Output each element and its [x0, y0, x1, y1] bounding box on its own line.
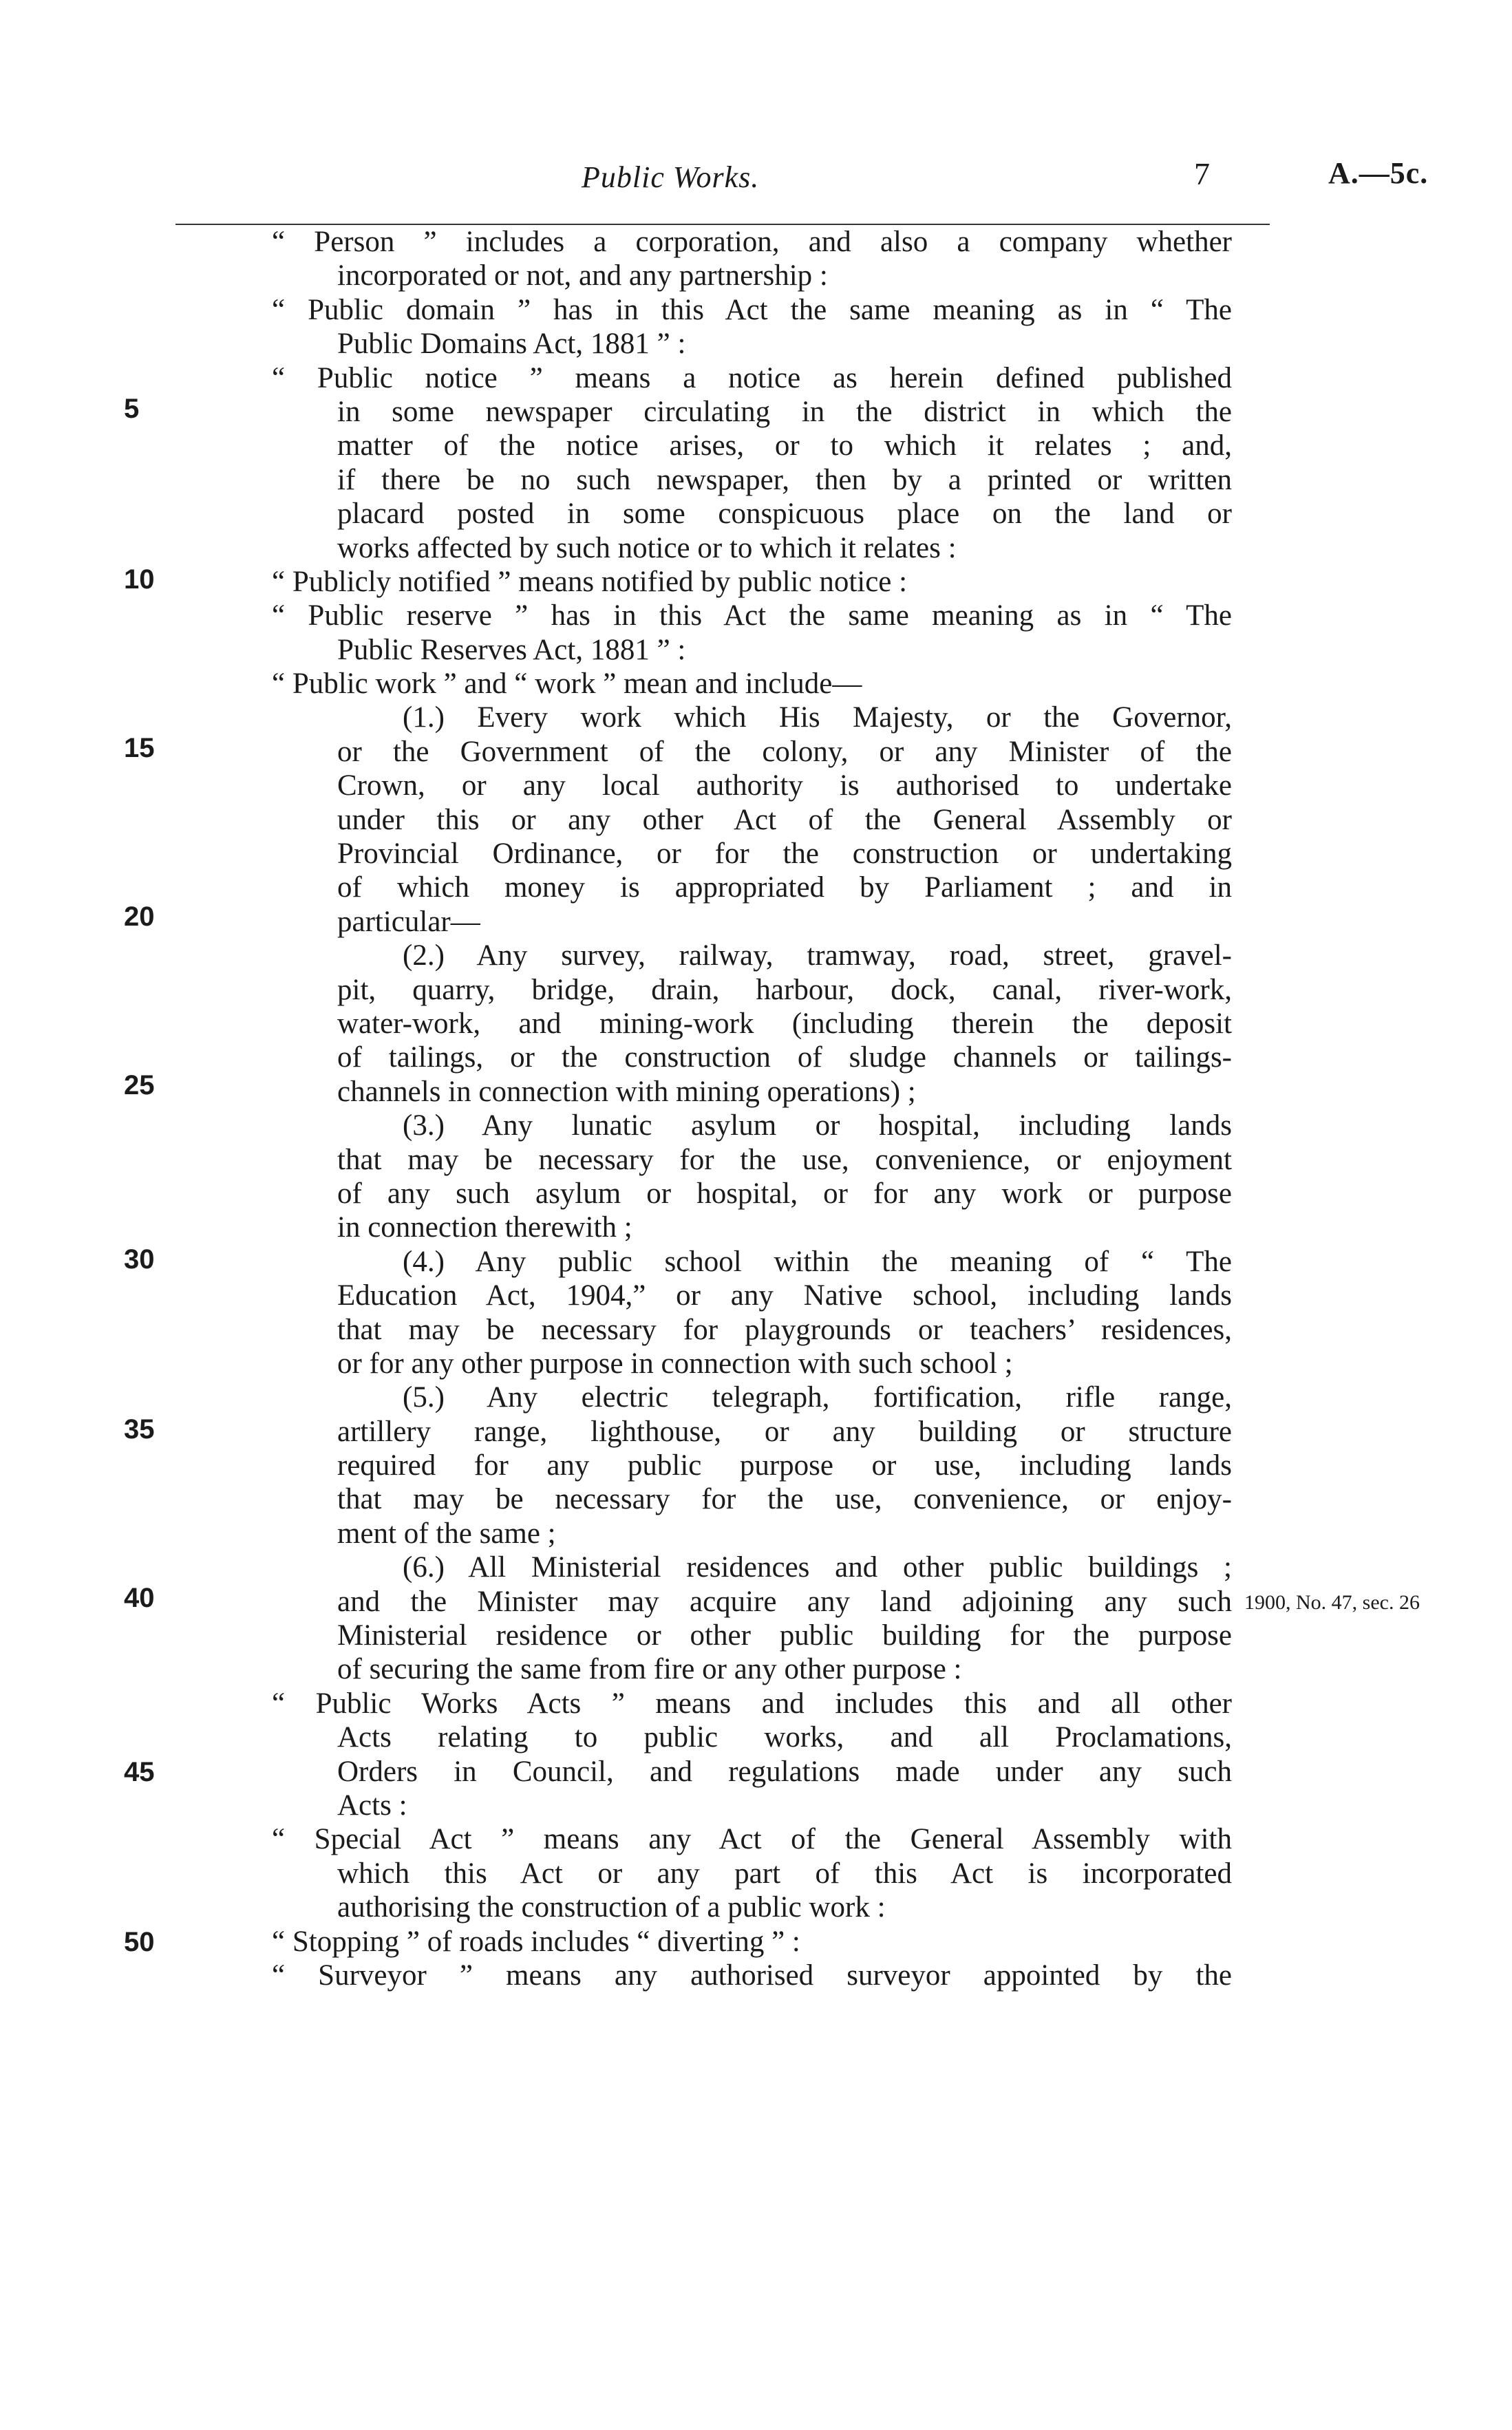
text-line: of which money is appropriated by Parliament ; and in: [337, 871, 1232, 904]
text-line: Acts relating to public works, and all Proclamations,: [337, 1721, 1232, 1754]
text-line: that may be necessary for the use, convenience, or enjoy-: [337, 1483, 1232, 1516]
text-line: authorising the construction of a public work :: [337, 1891, 886, 1924]
margin-note: 1900, No. 47, sec. 26: [1244, 1591, 1420, 1614]
line-number: 40: [124, 1583, 155, 1613]
text-line: “ Public notice ” means a notice as herein defined published: [272, 361, 1232, 394]
text-line: (1.) Every work which His Majesty, or the Governor,: [403, 701, 1232, 734]
text-line: ment of the same ;: [337, 1517, 556, 1550]
text-line: Education Act, 1904,” or any Native school, including lands: [337, 1279, 1232, 1312]
text-line: Provincial Ordinance, or for the construction or undertaking: [337, 838, 1232, 871]
text-line: “ Special Act ” means any Act of the General Assembly with: [272, 1823, 1232, 1856]
text-line: of tailings, or the construction of sludge channels or tailings-: [337, 1041, 1232, 1074]
text-line: pit, quarry, bridge, drain, harbour, dock, canal, river-work,: [337, 973, 1232, 1006]
text-line: of securing the same from fire or any other purpose :: [337, 1653, 962, 1686]
text-line: if there be no such newspaper, then by a printed or written: [337, 463, 1232, 496]
text-line: (3.) Any lunatic asylum or hospital, including lands: [403, 1109, 1232, 1142]
line-number: 5: [124, 394, 140, 424]
text-line: (5.) Any electric telegraph, fortification, rifle range,: [403, 1381, 1232, 1414]
text-line: channels in connection with mining operations) ;: [337, 1075, 916, 1108]
text-line: Orders in Council, and regulations made under any such: [337, 1755, 1232, 1788]
text-line: placard posted in some conspicuous place on the land or: [337, 498, 1232, 531]
definitions-text: [272, 225, 1232, 1992]
text-line: in some newspaper circulating in the district in which the: [337, 395, 1232, 428]
text-line: artillery range, lighthouse, or any building or structure: [337, 1415, 1232, 1448]
line-number: 10: [124, 564, 155, 595]
text-line: that may be necessary for playgrounds or teachers’ residences,: [337, 1313, 1232, 1346]
text-line: required for any public purpose or use, including lands: [337, 1449, 1232, 1482]
text-line: Public Reserves Act, 1881 ” :: [337, 633, 686, 666]
line-number: 35: [124, 1414, 155, 1445]
line-number: 25: [124, 1070, 155, 1100]
text-line: (6.) All Ministerial residences and other public buildings ;: [403, 1551, 1232, 1584]
running-header-title: Public Works.: [582, 160, 760, 194]
text-line: “ Public reserve ” has in this Act the same meaning as in “ The: [272, 599, 1232, 632]
text-line: “ Person ” includes a corporation, and also a company whether: [272, 226, 1232, 258]
text-line: under this or any other Act of the General Assembly or: [337, 803, 1232, 836]
text-line: “ Public Works Acts ” means and includes this and all other: [272, 1687, 1232, 1720]
text-line: of any such asylum or hospital, or for any work or purpose: [337, 1177, 1232, 1210]
text-line: Acts :: [337, 1789, 407, 1822]
text-line: which this Act or any part of this Act is incorporated: [337, 1857, 1232, 1890]
text-line: matter of the notice arises, or to which it relates ; and,: [337, 429, 1232, 462]
line-number: 50: [124, 1927, 155, 1957]
text-line: that may be necessary for the use, convenience, or enjoyment: [337, 1143, 1232, 1176]
text-line: incorporated or not, and any partnership :: [337, 259, 828, 292]
text-line: particular—: [337, 905, 480, 938]
text-line: or the Government of the colony, or any Minister of the: [337, 735, 1232, 768]
text-line: or for any other purpose in connection with such school ;: [337, 1347, 1013, 1380]
text-line: and the Minister may acquire any land adjoining any such: [337, 1585, 1232, 1618]
text-line: Ministerial residence or other public building for the purpose: [337, 1619, 1232, 1652]
text-line: “ Publicly notified ” means notified by public notice :: [272, 565, 908, 598]
text-line: “ Stopping ” of roads includes “ diverting ” :: [272, 1925, 800, 1958]
text-line: “ Public domain ” has in this Act the same meaning as in “ The: [272, 293, 1232, 326]
text-line: “ Surveyor ” means any authorised surveyor appointed by the: [272, 1959, 1232, 1992]
text-line: “ Public work ” and “ work ” mean and include—: [272, 668, 862, 701]
text-line: (2.) Any survey, railway, tramway, road, street, gravel-: [403, 939, 1232, 972]
text-line: (4.) Any public school within the meaning of “ The: [403, 1245, 1232, 1278]
page-number: 7: [1194, 156, 1210, 191]
text-line: Public Domains Act, 1881 ” :: [337, 328, 686, 361]
text-line: water-work, and mining-work (including therein the deposit: [337, 1007, 1232, 1040]
text-line: in connection therewith ;: [337, 1211, 632, 1244]
line-number: 45: [124, 1757, 155, 1787]
text-line: works affected by such notice or to which it relates :: [337, 531, 957, 564]
text-line: Crown, or any local authority is authorised to undertake: [337, 769, 1232, 802]
line-number: 30: [124, 1244, 155, 1275]
line-number: 15: [124, 733, 155, 763]
document-reference: A.—5c.: [1328, 156, 1429, 190]
line-number: 20: [124, 902, 155, 932]
